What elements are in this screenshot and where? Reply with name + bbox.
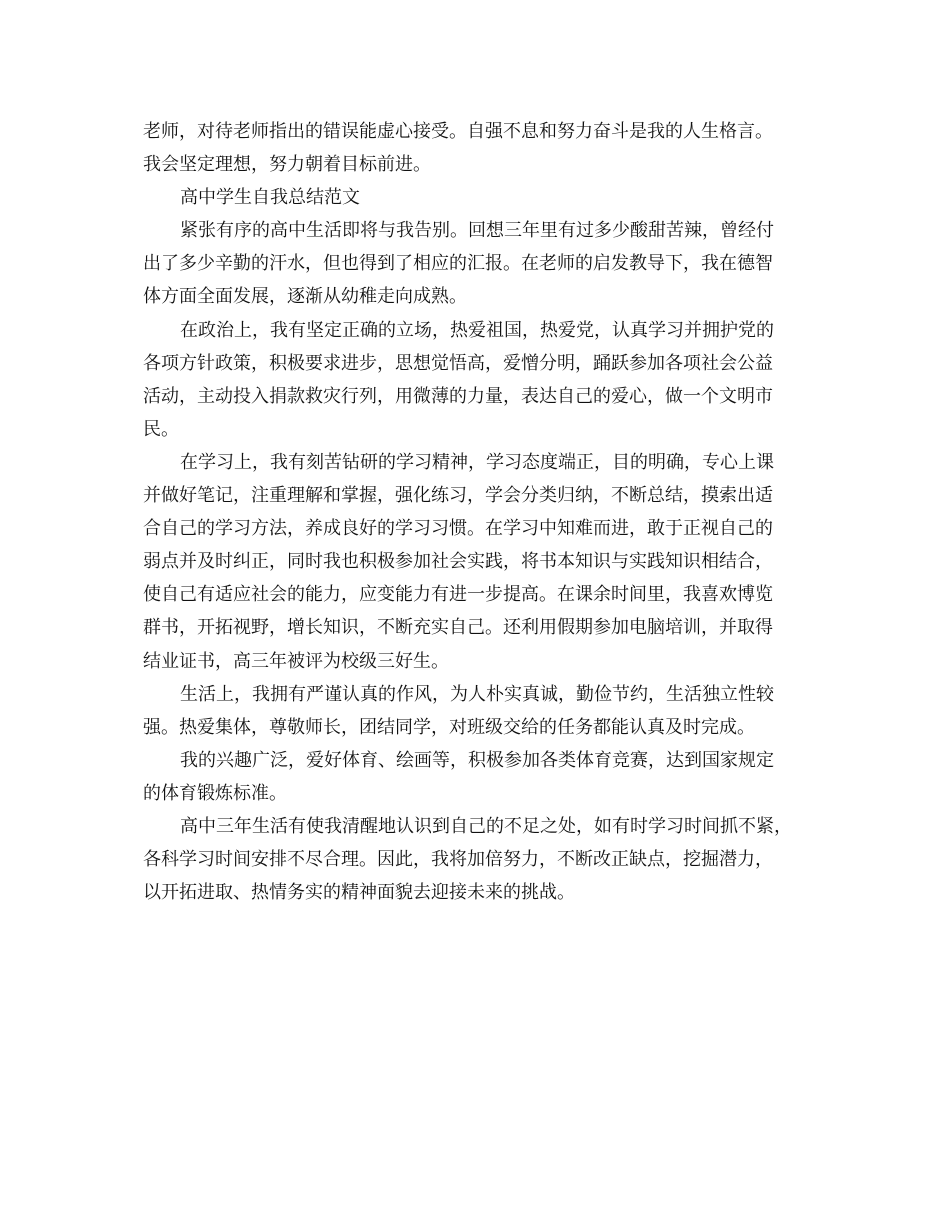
- text-line: 强。热爱集体，尊敬师长，团结同学，对班级交给的任务都能认真及时完成。: [143, 716, 755, 738]
- text-line: 我会坚定理想，努力朝着目标前进。: [143, 154, 431, 176]
- paragraph-first-line: 高中学生自我总结范文: [180, 187, 360, 209]
- text-line: 民。: [143, 418, 179, 440]
- text-line: 以开拓进取、热情务实的精神面貌去迎接未来的挑战。: [143, 882, 575, 904]
- text-line: 活动，主动投入捐款救灾行列，用微薄的力量，表达自己的爱心，做一个文明市: [143, 385, 773, 407]
- text-line: 老师，对待老师指出的错误能虚心接受。自强不息和努力奋斗是我的人生格言。: [143, 121, 773, 142]
- text-line: 使自己有适应社会的能力，应变能力有进一步提高。在课余时间里，我喜欢博览: [143, 584, 773, 606]
- text-line: 体方面全面发展，逐渐从幼稚走向成熟。: [143, 286, 467, 308]
- text-line: 合自己的学习方法，养成良好的学习习惯。在学习中知难而进，敢于正视自己的: [143, 518, 773, 540]
- paragraph-first-line: 在政治上，我有坚定正确的立场，热爱祖国，热爱党，认真学习并拥护党的: [180, 319, 774, 341]
- paragraph-first-line: 紧张有序的高中生活即将与我告别。回想三年里有过多少酸甜苦辣，曾经付: [180, 220, 774, 242]
- paragraph-first-line: 生活上，我拥有严谨认真的作风，为人朴实真诚，勤俭节约，生活独立性较: [180, 683, 774, 705]
- text-line: 各科学习时间安排不尽合理。因此，我将加倍努力，不断改正缺点，挖掘潜力，: [143, 849, 773, 871]
- text-line: 群书，开拓视野，增长知识，不断充实自己。还利用假期参加电脑培训，并取得: [143, 617, 773, 639]
- text-line: 并做好笔记，注重理解和掌握，强化练习，学会分类归纳，不断总结，摸索出适: [143, 485, 773, 507]
- text-line: 的体育锻炼标准。: [143, 782, 287, 804]
- text-line: 出了多少辛勤的汗水，但也得到了相应的汇报。在老师的启发教导下，我在德智: [143, 253, 773, 275]
- paragraph-first-line: 高中三年生活有使我清醒地认识到自己的不足之处，如有时学习时间抓不紧，: [180, 815, 792, 837]
- document-body: [143, 115, 808, 909]
- text-line: 弱点并及时纠正，同时我也积极参加社会实践，将书本知识与实践知识相结合，: [143, 551, 773, 573]
- paragraph-first-line: 在学习上，我有刻苦钻研的学习精神，学习态度端正，目的明确，专心上课: [180, 451, 774, 473]
- text-line: 结业证书，高三年被评为校级三好生。: [143, 650, 449, 672]
- text-line: 各项方针政策，积极要求进步，思想觉悟高，爱憎分明，踊跃参加各项社会公益: [143, 352, 773, 374]
- paragraph-first-line: 我的兴趣广泛，爱好体育、绘画等，积极参加各类体育竞赛，达到国家规定: [180, 749, 774, 771]
